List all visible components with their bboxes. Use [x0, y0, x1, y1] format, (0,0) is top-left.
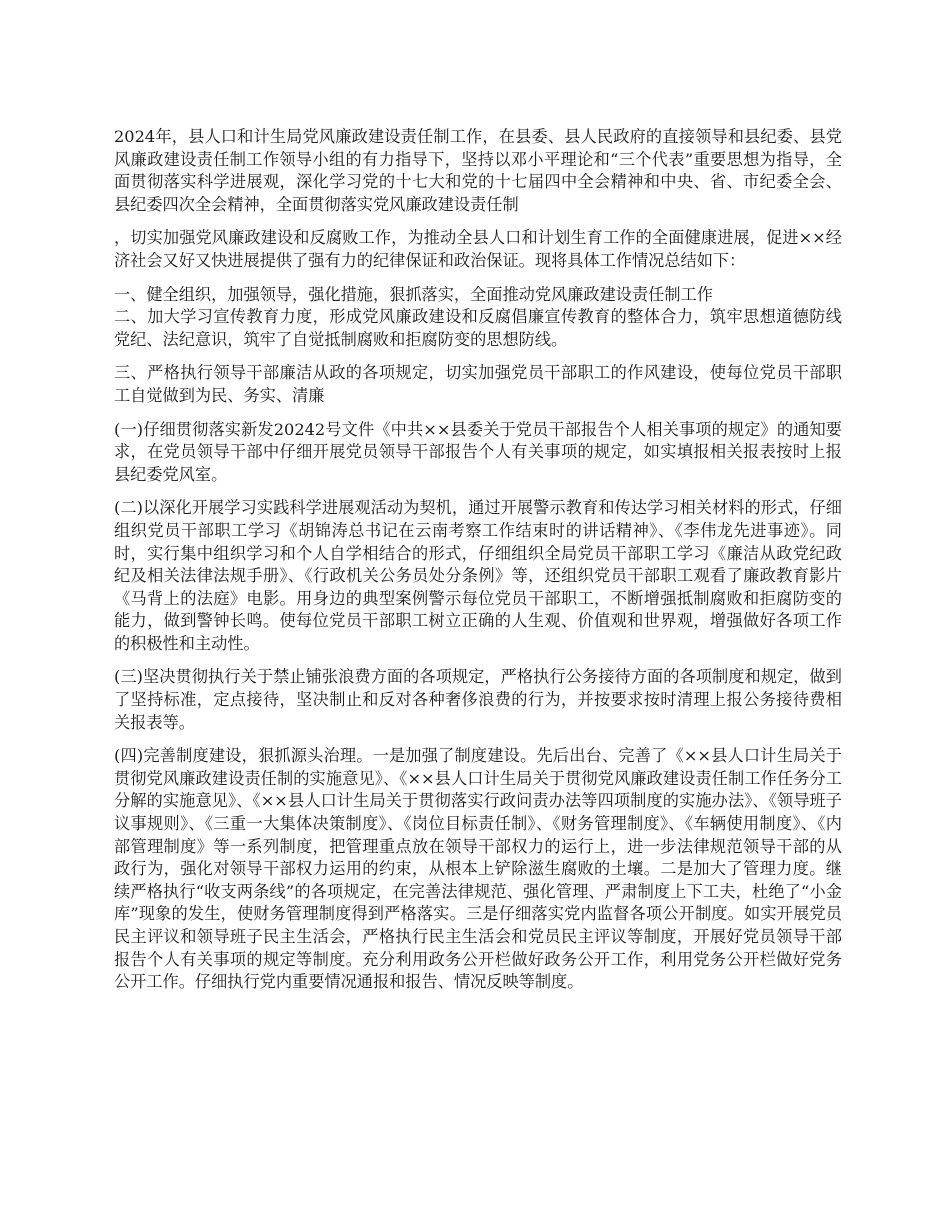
paragraph-intro: 2024年，县人口和计生局党风廉政建设责任制工作，在县委、县人民政府的直接领导和县纪委、县党风廉政建设责任制工作领导小组的有力指导下，坚持以邓小平理论和“三个代表”重要思想为指导，全面贯彻落实科学进展观，深化学习党的十七大和党的十七届四中全会精神和中央、省、市纪委全会、县纪委四次全会精神，全面贯彻落实党风廉政建设责任制: [114, 127, 842, 214]
document-body: [114, 126, 842, 1005]
paragraph-intro-continued: ，切实加强党风廉政建设和反腐败工作，为推动全县人口和计划生育工作的全面健康进展，促进××经济社会又好又快进展提供了强有力的纪律保证和政治保证。现将具体工作情况总结如下：: [114, 228, 842, 270]
heading-section-1: 一、健全组织，加强领导，强化措施，狠抓落实，全面推动党风廉政建设责任制工作: [114, 284, 713, 304]
paragraph-item-1: (一)仔细贯彻落实新发20242号文件《中共××县委关于党员干部报告个人相关事项的规定》的通知要求，在党员领导干部中仔细开展党员领导干部报告个人有关事项的规定，如实填报相关报表按时上报县纪委党风室。: [114, 419, 842, 484]
paragraph-item-4: (四)完善制度建设，狠抓源头治理。一是加强了制度建设。先后出台、完善了《××县人口计生局关于贯彻党风廉政建设责任制的实施意见》、《××县人口计生局关于贯彻党风廉政建设责任制工作任务分工分解的实施意见》、《××县人口计生局关于贯彻落实行政问责办法等四项制度的实施办法》、《领导班子议事规则》、《三重一大集体决策制度》、《岗位目标责任制》、《财务管理制度》、《车辆使用制度》、《内部管理制度》等一系列制度，把管理重点放在领导干部权力的运行上，进一步法律规范领导干部的从政行为，强化对领导干部权力运用的约束，从根本上铲除滋生腐败的土壤。二是加大了管理力度。继续严格执行“收支两条线”的各项规定，在完善法律规范、强化管理、严肃制度上下工夫，杜绝了“小金库”现象的发生，使财务管理制度得到严格落实。三是仔细落实党内监督各项公开制度。如实开展党员民主评议和领导班子民主生活会，严格执行民主生活会和党员民主评议等制度，开展好党员领导干部报告个人有关事项的规定等制度。充分利用政务公开栏做好政务公开工作，利用党务公开栏做好党务公开工作。仔细执行党内重要情况通报和报告、情况反映等制度。: [114, 746, 842, 992]
heading-section-2: 二、加大学习宣传教育力度，形成党风廉政建设和反腐倡廉宣传教育的整体合力，筑牢思想道德防线党纪、法纪意识，筑牢了自觉抵制腐败和拒腐防变的思想防线。: [114, 307, 842, 349]
paragraph-item-3: (三)坚决贯彻执行关于禁止铺张浪费方面的各项规定，严格执行公务接待方面的各项制度和规定，做到了坚持标准，定点接待，坚决制止和反对各种奢侈浪费的行为，并按要求按时清理上报公务接待费相关报表等。: [114, 667, 842, 732]
heading-section-3: 三、严格执行领导干部廉洁从政的各项规定，切实加强党员干部职工的作风建设，使每位党员干部职工自觉做到为民、务实、清廉: [114, 363, 842, 405]
paragraph-item-2: (二)以深化开展学习实践科学进展观活动为契机，通过开展警示教育和传达学习相关材料的形式，仔细组织党员干部职工学习《胡锦涛总书记在云南考察工作结束时的讲话精神》、《李伟龙先进事迹》。同时，实行集中组织学习和个人自学相结合的形式，仔细组织全局党员干部职工学习《廉洁从政党纪政纪及相关法律法规手册》、《行政机关公务员处分条例》等，还组织党员干部职工观看了廉政教育影片《马背上的法庭》电影。用身边的典型案例警示每位党员干部职工，不断增强抵制腐败和拒腐防变的能力，做到警钟长鸣。使每位党员干部职工树立正确的人生观、价值观和世界观，增强做好各项工作的积极性和主动性。: [114, 498, 842, 653]
